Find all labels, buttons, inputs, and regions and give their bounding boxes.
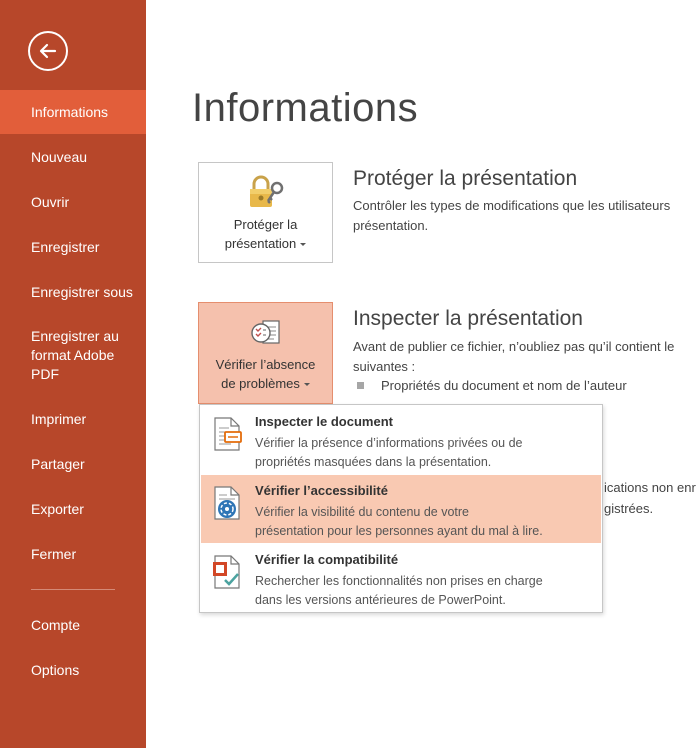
menu-item-title: Vérifier l’accessibilité [255,483,388,498]
menu-item-desc-line1: Vérifier la visibilité du contenu de votre [255,505,470,519]
menu-item-desc-line2: propriétés masquées dans la présentation. [255,455,492,469]
nav-item-enregistrer-pdf[interactable]: Enregistrer au format Adobe PDF [31,328,119,382]
partial-text-line1: ications non enr [604,480,696,495]
check-issues-dropdown-menu [199,404,603,613]
lock-key-icon [246,175,286,209]
backstage-sidebar [0,0,146,748]
nav-item-enregistrer-sous[interactable]: Enregistrer sous [31,284,133,300]
back-arrow-icon [38,41,58,61]
menu-item-desc [255,434,595,472]
protect-section-title: Protéger la présentation [353,167,578,190]
protect-presentation-button[interactable] [198,162,333,263]
nav-item-imprimer[interactable]: Imprimer [31,411,87,427]
menu-item-title: Vérifier la compatibilité [255,552,399,567]
inspect-section-desc-line1: Avant de publier ce fichier, n’oubliez pas qu’il contient le [353,339,675,354]
protect-button-label-line2 [199,234,332,253]
accessibility-icon [211,485,245,521]
protect-section-desc-line2: présentation. [353,218,429,233]
inspect-bullet-text: Propriétés du document et nom de l’auteur [381,378,627,393]
chevron-down-icon [300,243,306,246]
bullet-square-icon [357,382,364,389]
sidebar-divider [31,589,115,590]
nav-item-enregistrer[interactable]: Enregistrer [31,239,100,255]
menu-item-desc [255,572,595,610]
inspect-section-title: Inspecter la présentation [353,307,583,330]
inspect-button-label-text: de problèmes [221,376,300,391]
menu-item-desc-line2: dans les versions antérieures de PowerPoint. [255,593,506,607]
nav-item-ouvrir[interactable]: Ouvrir [31,194,70,210]
menu-item-desc [255,503,595,541]
nav-item-exporter[interactable]: Exporter [31,501,84,517]
check-for-issues-button[interactable] [198,302,333,404]
menu-item-desc-line2: présentation pour les personnes ayant du mal à lire. [255,524,543,538]
menu-item-title: Inspecter le document [255,414,393,429]
nav-item-partager[interactable]: Partager [31,456,85,472]
page-title: Informations [192,86,419,130]
nav-item-options[interactable]: Options [31,662,80,678]
nav-item-nouveau[interactable]: Nouveau [31,149,88,165]
partial-text-line2: gistrées. [604,501,654,516]
menu-item-check-accessibility[interactable] [201,475,601,543]
menu-item-inspect-document[interactable] [201,406,601,474]
compatibility-icon [211,554,245,590]
protect-button-label-line1: Protéger la [233,217,298,232]
inspect-bullet-item [357,378,627,393]
menu-item-desc-line1: Rechercher les fonctionnalités non prises en charge [255,574,543,588]
inspect-button-label-line1: Vérifier l’absence [215,357,316,372]
menu-item-desc-line1: Vérifier la présence d’informations privées ou de [255,436,523,450]
protect-section-desc-line1: Contrôler les types de modifications que les utilisateurs [353,198,671,213]
document-inspect-icon [211,416,245,452]
nav-item-fermer[interactable]: Fermer [31,546,77,562]
menu-item-check-compatibility[interactable] [201,544,601,612]
protect-button-label-text: présentation [224,236,297,251]
chevron-down-icon [304,383,310,386]
inspect-button-label-line2 [199,374,332,393]
checklist-icon [249,317,283,349]
nav-item-informations[interactable]: Informations [0,90,146,134]
back-button[interactable] [28,31,68,71]
inspect-section-desc-line2: suivantes : [353,359,416,374]
nav-item-compte[interactable]: Compte [31,617,81,633]
